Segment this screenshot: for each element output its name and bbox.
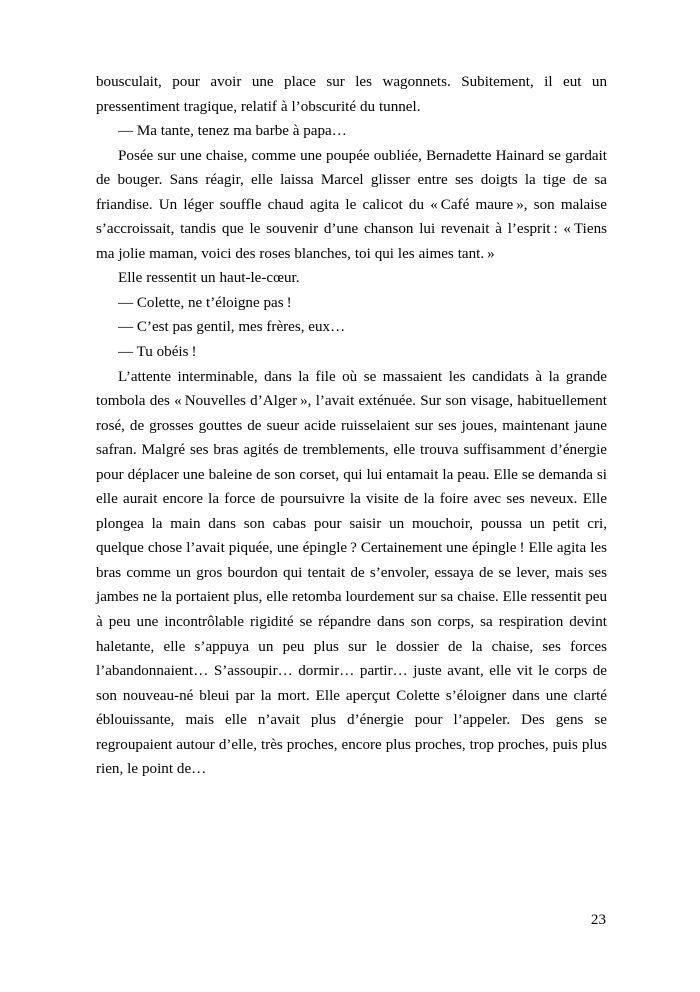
page-text-block [96, 70, 607, 782]
dialogue-line: — Colette, ne t’éloigne pas ! [118, 294, 292, 311]
dialogue-line: — Ma tante, tenez ma barbe à papa… [118, 123, 347, 140]
paragraph: Posée sur une chaise, comme une poupée oubliée, Bernadette Hainard se gardait de bouger. Sans réagir, elle laissa Marcel glisser entre ses doigts la tige de sa friandise. Un léger souffle chaud agita le calicot du « Café maure », son malaise s’accroissait, tandis que le souvenir d’une chanson lui revenait à l’esprit : « Tiens ma jolie maman, voici des roses blanches, toi qui les aimes tant. » [96, 147, 607, 262]
paragraph: Elle ressentit un haut-le-cœur. [118, 270, 300, 287]
paragraph: bousculait, pour avoir une place sur les wagonnets. Subitement, il eut un pressentiment tragique, relatif à l’obscurité du tunnel. [96, 74, 607, 115]
dialogue-line: — Tu obéis ! [118, 344, 197, 361]
dialogue-line: — C’est pas gentil, mes frères, eux… [118, 319, 346, 336]
paragraph: L’attente interminable, dans la file où se massaient les candidats à la grande tombola des « Nouvelles d’Alger », l’avait exténuée. Sur son visage, habituellement rosé, de grosses gouttes de sueur acide ruisselaient sur ses joues, maintenant jaune safran. Malgré ses bras agités de tremblements, elle trouva suffisamment d’énergie pour déplacer une baleine de son corset, qui lui entamait la peau. Elle se demanda si elle aurait encore la force de poursuivre la visite de la foire avec ses neveux. Elle plongea la main dans son cabas pour saisir un mouchoir, poussa un petit cri, quelque chose l’avait piquée, une épingle ? Certainement une épingle ! Elle agita les bras comme un gros bourdon qui tentait de s’envoler, essaya de se lever, mais ses jambes ne la portaient plus, elle retomba lourdement sur sa chaise. Elle ressentit peu à peu une incontrôlable rigidité se répandre dans son corps, sa respiration devint haletante, elle s’appuya un peu plus sur le dossier de la chaise, ses forces l’abandonnaient… S’assoupir… dormir… partir… juste avant, elle vit le corps de son nouveau-né bleui par la mort. Elle aperçut Colette s’éloigner dans une clarté éblouissante, mais elle n’avait plus d’énergie pour l’appeler. Des gens se regroupaient autour d’elle, très proches, encore plus proches, trop proches, puis plus rien, le point de… [96, 368, 607, 778]
page-number: 23 [590, 912, 606, 928]
